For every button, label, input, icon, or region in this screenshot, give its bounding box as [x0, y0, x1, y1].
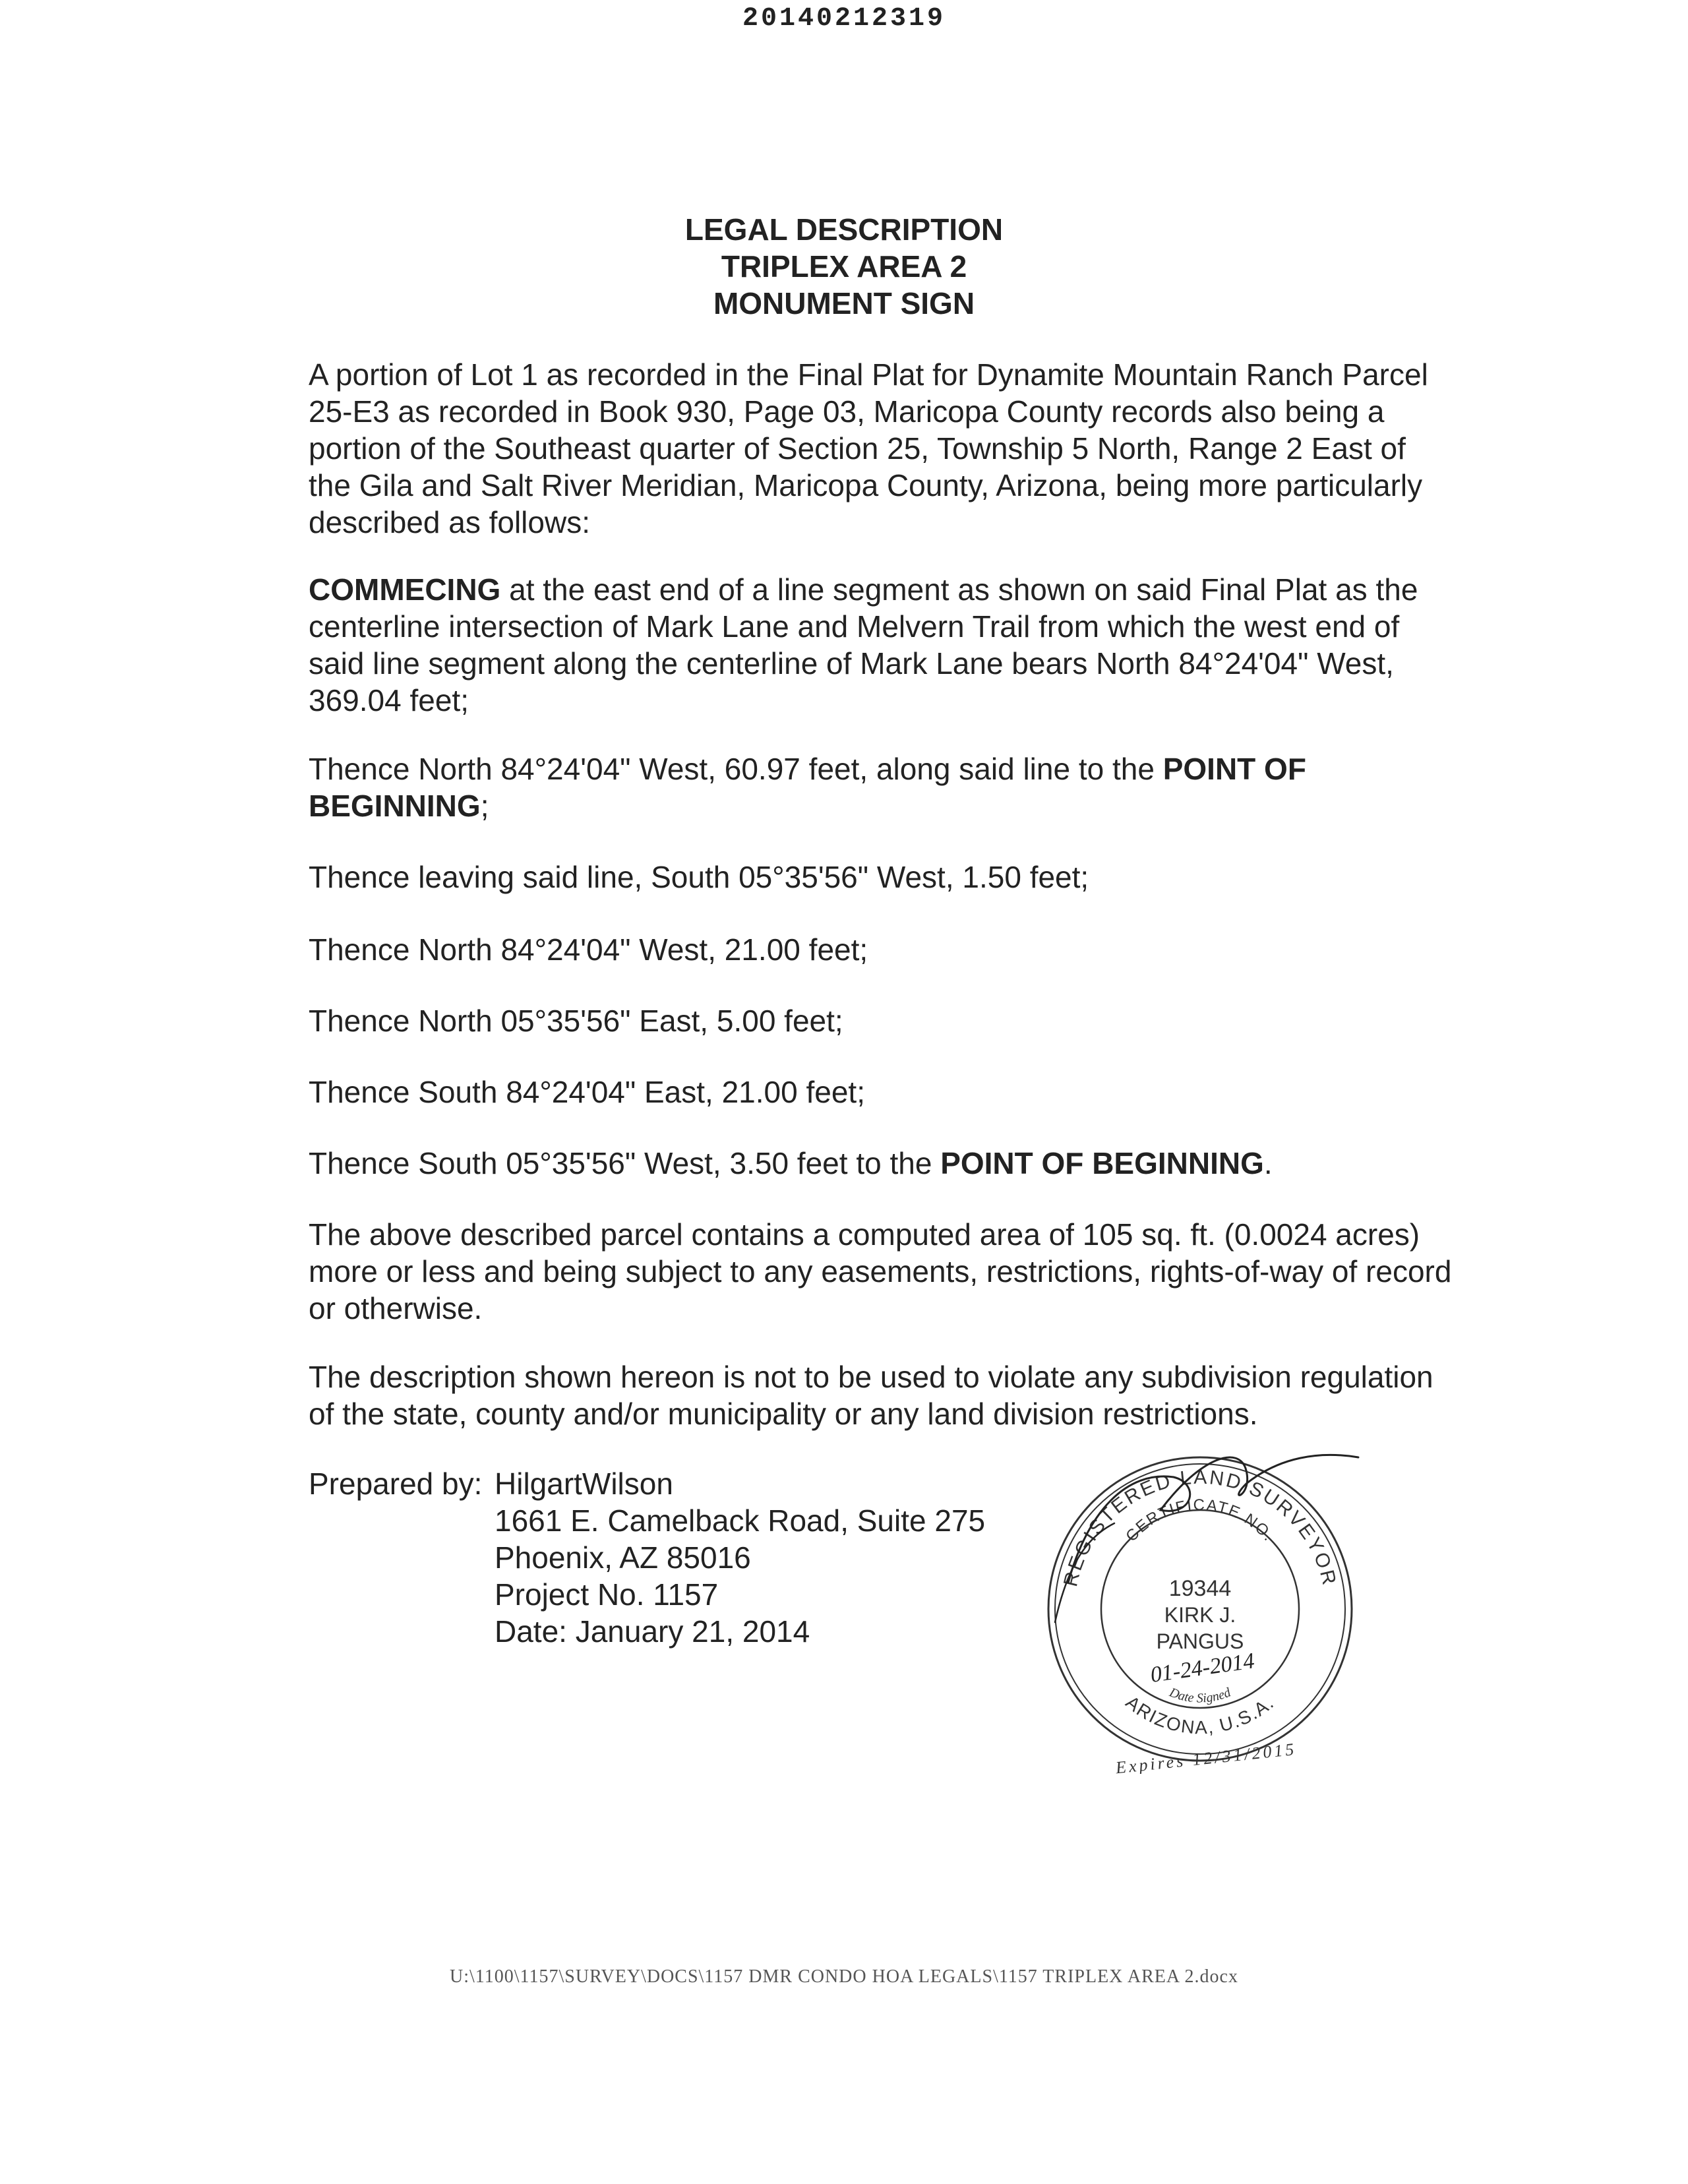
seal-certificate-number: 19344	[1168, 1576, 1232, 1601]
seal-state: ARIZONA, U.S.A.	[1122, 1691, 1279, 1738]
title-line-1: LEGAL DESCRIPTION	[684, 212, 1004, 247]
thence-paragraph-1	[309, 750, 1456, 824]
commencing-paragraph	[309, 571, 1456, 719]
commencing-text: at the east end of a line segment as shown on said Final Plat as the centerline intersection of Mark Lane and Melvern Trail from which the west end of said line segment along the centerline of Mark Lane bears North 84°24'04" West, 369.04 feet;	[309, 572, 1418, 717]
thence-6-text: Thence South 05°35'56" West, 3.50 feet to the	[309, 1146, 941, 1180]
document-title	[0, 211, 1688, 322]
area-paragraph: The above described parcel contains a computed area of 105 sq. ft. (0.0024 acres) more or less and being subject to any easements, restrictions, rights-of-way of record or otherwise.	[309, 1217, 1452, 1325]
disclaimer-paragraph: The description shown hereon is not to be used to violate any subdivision regulation of the state, county and/or municipality or any land division restrictions.	[309, 1360, 1433, 1431]
file-path-footer: U:\1100\1157\SURVEY\DOCS\1157 DMR CONDO HOA LEGALS\1157 TRIPLEX AREA 2.docx	[450, 1966, 1238, 1987]
recording-number: 20140212319	[742, 4, 946, 34]
surveyor-seal	[1029, 1431, 1372, 1774]
seal-name-line-2: PANGUS	[1156, 1629, 1244, 1653]
seal-ring-text: REGISTERED LAND SURVEYOR	[1060, 1466, 1341, 1589]
prepared-by-label: Prepared by:	[309, 1467, 483, 1501]
seal-graphic	[1029, 1431, 1372, 1774]
seal-name-line-1: KIRK J.	[1164, 1603, 1236, 1627]
thence-paragraph-6	[309, 1145, 1456, 1182]
point-of-beginning-1: POINT OF BEGINNING	[309, 752, 1306, 823]
seal-date-signed: 01-24-2014	[1149, 1649, 1256, 1687]
seal-date-signed-label: Date Signed	[1167, 1685, 1233, 1706]
preparer-company: HilgartWilson	[495, 1467, 673, 1501]
thence-paragraph-3: Thence North 84°24'04" West, 21.00 feet;	[309, 932, 868, 967]
point-of-beginning-2: POINT OF BEGINNING	[940, 1146, 1264, 1180]
title-line-3: MONUMENT SIGN	[713, 286, 975, 320]
intro-paragraph: A portion of Lot 1 as recorded in the Final Plat for Dynamite Mountain Ranch Parcel 25-E3 as recorded in Book 930, Page 03, Maricopa County records also being a portion of the Southeast quarter of Section 25, Township 5 North, Range 2 East of the Gila and Salt River Meridian, Maricopa County, Arizona, being more particularly described as follows:	[309, 357, 1428, 539]
preparer-street: 1661 E. Camelback Road, Suite 275	[495, 1503, 986, 1538]
thence-1-text: Thence North 84°24'04" West, 60.97 feet, along said line to the	[309, 752, 1163, 786]
seal-certificate-label: CERTIFICATE NO.	[1122, 1496, 1279, 1546]
project-number: Project No. 1157	[495, 1577, 719, 1612]
document-date: Date: January 21, 2014	[495, 1614, 810, 1649]
title-line-2: TRIPLEX AREA 2	[721, 249, 967, 284]
preparer-city: Phoenix, AZ 85016	[495, 1540, 751, 1575]
thence-paragraph-2: Thence leaving said line, South 05°35'56" West, 1.50 feet;	[309, 860, 1089, 894]
thence-paragraph-5: Thence South 84°24'04" East, 21.00 feet;	[309, 1075, 865, 1109]
thence-1-end: ;	[480, 789, 489, 823]
seal-expiration: Expires 12/31/2015	[1114, 1739, 1298, 1774]
commencing-keyword: COMMECING	[309, 572, 501, 607]
thence-paragraph-4: Thence North 05°35'56" East, 5.00 feet;	[309, 1004, 843, 1038]
preparer-address	[495, 1465, 985, 1650]
thence-6-end: .	[1263, 1146, 1273, 1180]
